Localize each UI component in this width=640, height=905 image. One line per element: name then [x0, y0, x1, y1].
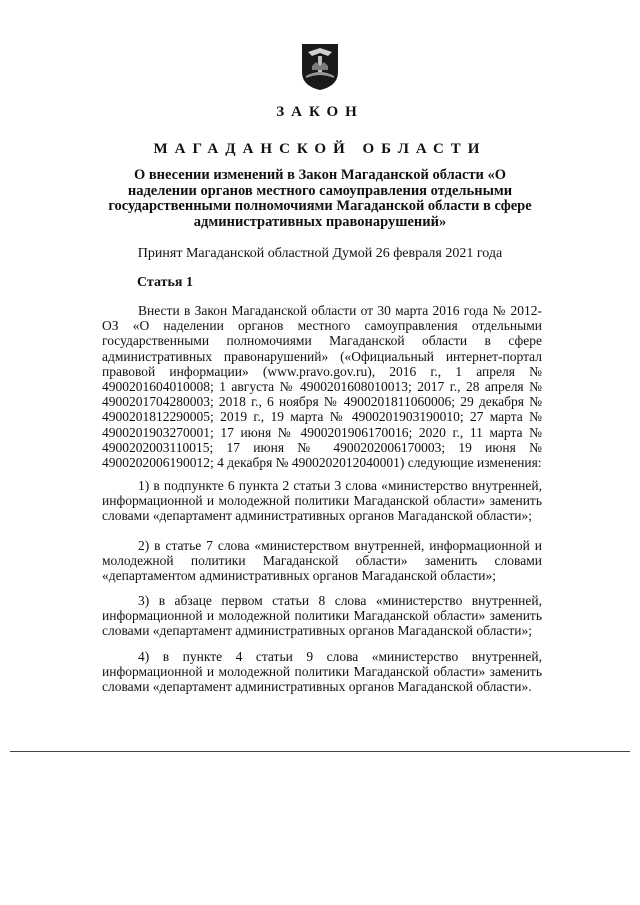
amendment-item-4: 4) в пункте 4 статьи 9 слова «министерство внутренней, информационной и молодежной политики Магаданской области» заменить словами «департамент административных органов Магаданской области». [102, 649, 542, 695]
article-heading: Статья 1 [137, 275, 193, 290]
amendment-item-2: 2) в статье 7 слова «министерством внутренней, информационной и молодежной политики Магаданской области» заменить словами «департаментом административных органов Магаданской области»; [102, 538, 542, 584]
intro-paragraph: Внести в Закон Магаданской области от 30 марта 2016 года № 2012-ОЗ «О наделении органов местного самоуправления отдельными государственными полномочиями Магаданской области в сфере административных правонарушений» («Официальный интернет-портал правовой информации» (www.pravo.gov.ru), 2016 г., 1 апреля № 4900201604010008; 1 августа № 4900201608010013; 2017 г., 28 апреля № 4900201704280003; 2018 г., 6 ноября № 4900201811060006; 29 декабря № 4900201812290005; 2019 г., 19 марта № 4900201903190010; 27 марта № 4900201903270001; 17 июня № 4900201906170016; 2020 г., 11 марта № 4900202003110015; 17 июня № 4900202006170003; 19 июня № 4900202006190012; 4 декабря № 4900202012040001) следующие изменения: [102, 303, 542, 471]
adoption-line: Принят Магаданской областной Думой 26 февраля 2021 года [137, 246, 503, 261]
amendment-item-3: 3) в абзаце первом статьи 8 слова «министерство внутренней, информационной и молодежной политики Магаданской области» заменить словами «департамент административных органов Магаданской области»; [102, 593, 542, 639]
coat-of-arms-icon [300, 42, 340, 92]
region-title: МАГАДАНСКОЙ ОБЛАСТИ [153, 141, 487, 157]
document-type-title: ЗАКОН [276, 104, 364, 120]
law-subject-heading: О внесении изменений в Закон Магаданской области «О наделении органов местного самоуправления отдельными государственными полномочиями Магаданской области в сфере административных правонарушений» [108, 167, 532, 230]
amendment-item-1: 1) в подпункте 6 пункта 2 статьи 3 слова «министерство внутренней, информационной и молодежной политики Магаданской области» заменить словами «департамент административных органов Магаданской области»; [102, 478, 542, 524]
page-divider [10, 751, 630, 752]
